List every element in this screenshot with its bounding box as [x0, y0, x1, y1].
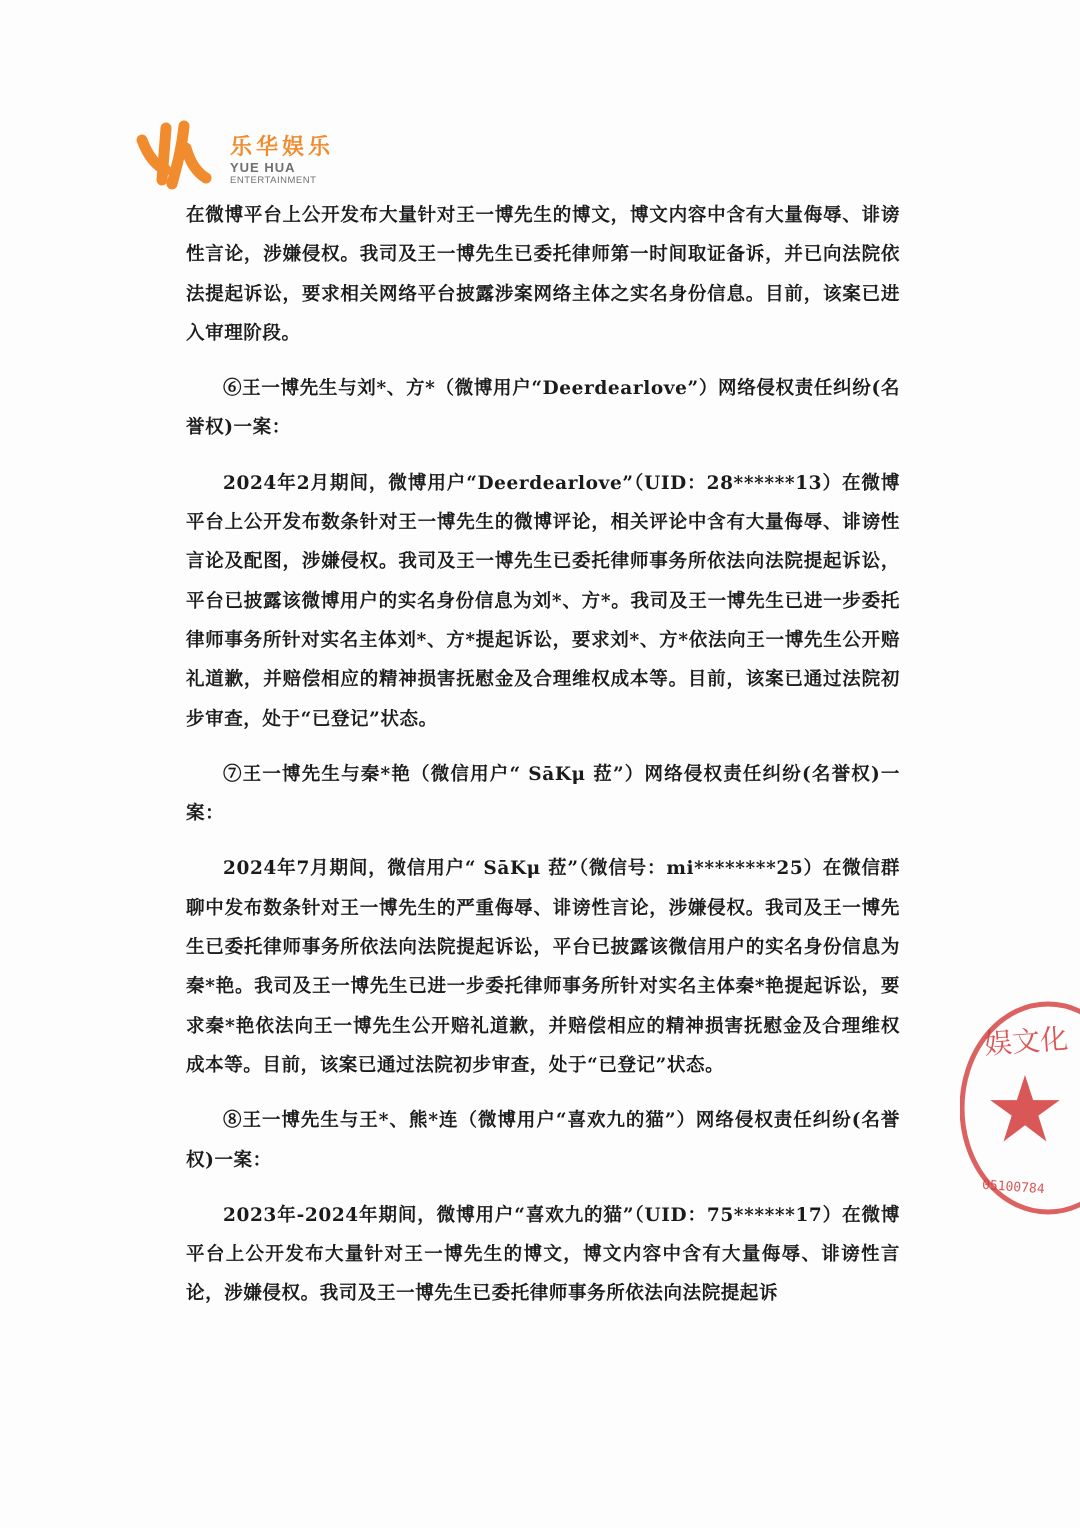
seal-number: 05100784	[981, 1177, 1046, 1198]
case-heading-8: ⑧王一博先生与王*、熊*连（微博用户“喜欢九的猫”）网络侵权责任纠纷(名誉权)一案：	[186, 1110, 900, 1171]
case-body-7: 2024年7月期间，微信用户“ SāKμ 菈”（微信号：mi********25）在微信群聊中发布数条针对王一博先生的严重侮辱、诽谤性言论，涉嫌侵权。我司及王一博先生已委托律师事务所依法向法院提起诉讼，平台已披露该微信用户的实名身份信息为秦*艳。我司及王一博先生已进一步委托律师事务所针对实名主体秦*艳提起诉讼，要求秦*艳依法向王一博先生公开赔礼道歉，并赔偿相应的精神损害抚慰金及合理维权成本等。目前，该案已通过法院初步审查，处于“已登记”状态。	[186, 858, 900, 1076]
case-body-6: 2024年2月期间，微博用户“Deerdearlove”（UID：28******13）在微博平台上公开发布数条针对王一博先生的微博评论，相关评论中含有大量侮辱、诽谤性言论及配图，涉嫌侵权。我司及王一博先生已委托律师事务所依法向法院提起诉讼，平台已披露该微博用户的实名身份信息为刘*、方*。我司及王一博先生已进一步委托律师事务所针对实名主体刘*、方*提起诉讼，要求刘*、方*依法向王一博先生公开赔礼道歉，并赔偿相应的精神损害抚慰金及合理维权成本等。目前，该案已通过法院初步审查，处于“已登记”状态。	[186, 472, 900, 730]
company-seal	[960, 990, 1080, 1226]
seal-text: 娱文化	[983, 1022, 1070, 1061]
seal-star-icon	[988, 1072, 1062, 1146]
yuehua-logo-icon	[132, 118, 212, 194]
company-logo	[132, 118, 362, 198]
paragraph-continuation: 在微博平台上公开发布大量针对王一博先生的博文，博文内容中含有大量侮辱、诽谤性言论，涉嫌侵权。我司及王一博先生已委托律师第一时间取证备诉，并已向法院依法提起诉讼，要求相关网络平台披露涉案网络主体之实名身份信息。目前，该案已进入审理阶段。	[186, 205, 900, 344]
case-heading-6: ⑥王一博先生与刘*、方*（微博用户“Deerdearlove”）网络侵权责任纠纷(名誉权)一案：	[186, 378, 900, 439]
case-heading-7: ⑦王一博先生与秦*艳（微信用户“ SāKμ 菈”）网络侵权责任纠纷(名誉权)一案：	[186, 763, 900, 825]
case-body-8: 2023年-2024年期间，微博用户“喜欢九的猫”（UID：75******17）在微博平台上公开发布大量针对王一博先生的博文，博文内容中含有大量侮辱、诽谤性言论，涉嫌侵权。我司及王一博先生已委托律师事务所依法向法院提起诉	[186, 1204, 900, 1305]
logo-english-subtitle: ENTERTAINMENT	[230, 175, 317, 186]
logo-chinese-name: 乐华娱乐	[230, 135, 335, 160]
document-body	[186, 196, 900, 1314]
logo-english-name: YUE HUA	[230, 160, 296, 175]
